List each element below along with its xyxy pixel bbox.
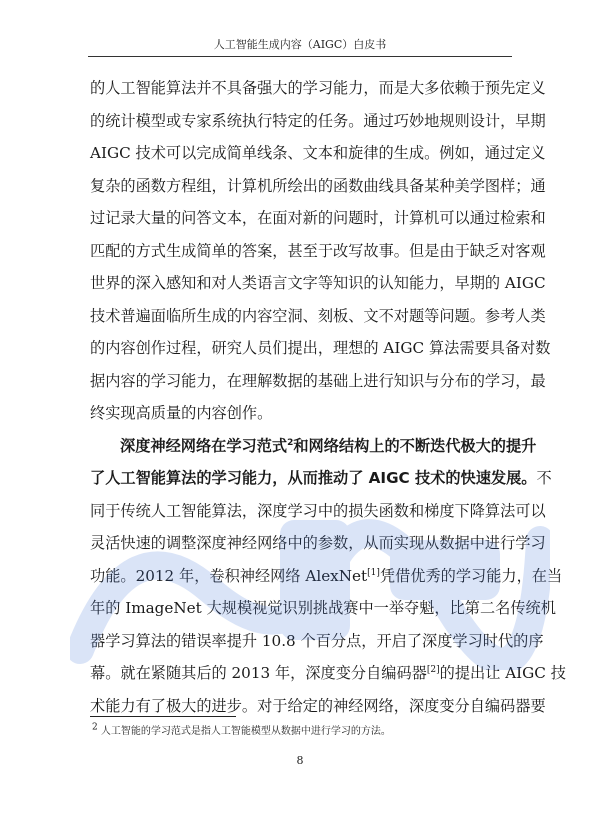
- bold-text: 和网络结构上的不断迭代极大的提升: [293, 436, 537, 455]
- paragraph-1: [90, 72, 551, 430]
- text-line: 技术普遍面临所生成的内容空洞、刻板、文不对题等问题。参考人类: [90, 306, 546, 325]
- citation-link[interactable]: [2]: [426, 664, 440, 675]
- text-line: [90, 657, 566, 690]
- text-line: [90, 560, 563, 593]
- text-line: 的人工智能算法并不具备强大的学习能力，而是大多依赖于预先定义: [90, 79, 546, 97]
- text-line: 的内容创作过程，研究人员们提出，理想的 AIGC 算法需要具备对数: [90, 339, 551, 357]
- citation-link[interactable]: [1]: [367, 567, 380, 578]
- text-fragment: 的提出让 AIGC 技: [439, 664, 566, 682]
- text-line: 术能力有了极大的进步。对于给定的神经网络，深度变分自编码器要: [90, 696, 546, 715]
- page-number: 8: [296, 754, 304, 767]
- text-line: 同于传统人工智能算法，深度学习中的损失函数和梯度下降算法可以: [90, 501, 546, 520]
- text-line: 灵活快速的调整深度神经网络中的参数，从而实现从数据中进行学习: [90, 534, 546, 552]
- header-title: 人工智能生成内容（AIGC）白皮书: [213, 38, 387, 51]
- footnote-divider: [90, 716, 236, 717]
- text-fragment: 功能。2012 年，卷积神经网络 AlexNet: [90, 566, 368, 585]
- text-fragment: 不: [536, 469, 552, 487]
- text-line: 匹配的方式生成简单的答案，甚至于改写故事。但是由于缺乏对客观: [90, 241, 546, 260]
- text-fragment: 凭借优秀的学习能力，在当: [379, 566, 563, 585]
- text-line: 复杂的函数方程组，计算机所绘出的函数曲线具备某种美学图样；通: [90, 176, 546, 195]
- text-fragment: 幕。就在紧随其后的 2013 年，深度变分自编码器: [90, 664, 427, 682]
- text-line: 年的 ImageNet 大规模视觉识别挑战赛中一举夺魁，比第二名传统机: [90, 599, 556, 617]
- text-line: 世界的深入感知和对人类语言文字等知识的认知能力，早期的 AIGC: [90, 274, 546, 292]
- text-line: 据内容的学习能力，在理解数据的基础上进行知识与分布的学习，最: [90, 371, 546, 390]
- running-header: [88, 34, 512, 57]
- document-body: [90, 72, 566, 722]
- text-line: [90, 430, 537, 463]
- bold-text: 深度神经网络在学习范式: [120, 436, 288, 455]
- text-line: 过记录大量的问答文本，在面对新的问题时，计算机可以通过检索和: [90, 209, 546, 227]
- text-line: AIGC 技术可以完成简单线条、文本和旋律的生成。例如，通过定义: [90, 144, 546, 162]
- footnote-marker: 2: [92, 722, 98, 733]
- footnote-marker: 2: [287, 437, 294, 448]
- paragraph-2: [90, 430, 566, 723]
- footnote-text: 人工智能的学习范式是指人工智能模型从数据中进行学习的方法。: [100, 726, 391, 737]
- text-line: [90, 462, 552, 495]
- text-line: 器学习算法的错误率提升 10.8 个百分点，开启了深度学习时代的序: [90, 631, 544, 650]
- bold-text: 了人工智能算法的学习能力，从而推动了 AIGC 技术的快速发展。: [90, 469, 537, 487]
- text-line: 终实现高质量的内容创作。: [90, 404, 273, 422]
- text-line: 的统计模型或专家系统执行特定的任务。通过巧妙地规则设计，早期: [90, 111, 546, 130]
- footnote: [92, 722, 391, 737]
